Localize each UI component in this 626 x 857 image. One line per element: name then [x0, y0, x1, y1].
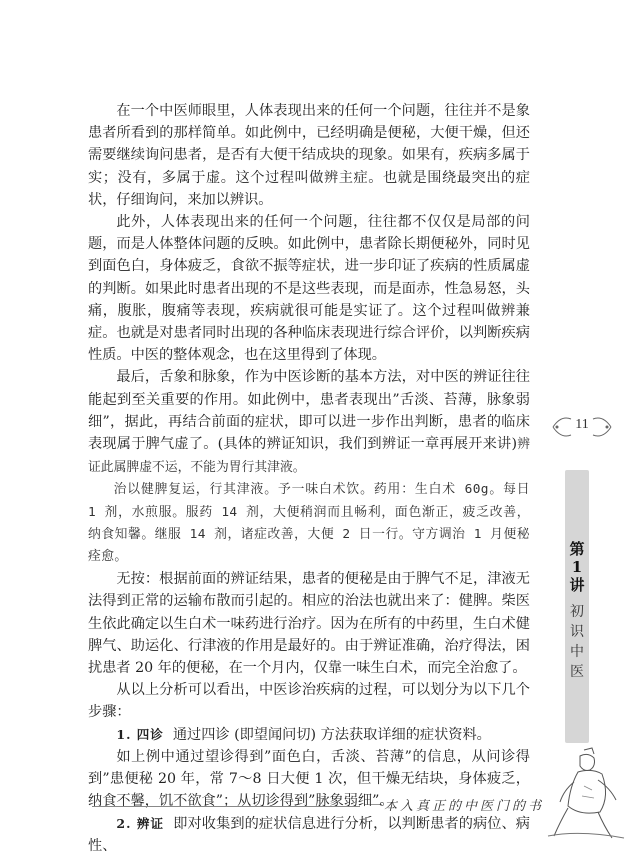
lecture-number: 第1讲 — [569, 540, 585, 594]
analysis-paragraph: 无按：根据前面的辨证结果，患者的便秘是由于脾气不足，津液无法得到正常的运输布散而引起的。相应的治法也就出来了：健脾。柴医生依此确定以生白术一味药进行治疗。因为在所有的中药里，生白术健脾气、助运化、行津液的作用是最好的。由于辨证准确，治疗得法，困扰患者 20 年的便秘，在一个月内，仅靠一味生白术，而完全治愈了。 — [88, 571, 530, 677]
paragraph-3-main: 最后，舌象和脉象，作为中医诊断的基本方法，对中医的辨证往往能起到至关重要的作用。如此例中，患者表现出”舌淡、苔薄，脉象弱细”，据此，再结合前面的症状，即可以进一步作出判断，患者的临床表现属于脾气虚了。(具体的辨证知识，我们到辨证一章再展开来讲) — [88, 369, 530, 453]
step-1-label: 1. 四诊 — [116, 726, 164, 742]
scholar-illustration-icon — [540, 746, 626, 840]
lecture-title: 初识中医 — [570, 604, 584, 680]
treatment-paragraph: 治以健脾复运，行其津液。予一味白术饮。药用：生白术 60g。每日 1 剂，水煎服。服药 14 剂，大便稍润而且畅利，面色渐正，疲乏改善，纳食知馨。继服 14 剂，诸症改善，大便 2 日一行。守方调治 1 月便秘痊愈。 — [88, 482, 530, 565]
paragraph-2: 此外，人体表现出来的任何一个问题，往往都不仅仅是局部的问题，而是人体整体问题的反映。如此例中，患者除长期便秘外，同时见到面色白，身体疲乏，食欲不振等症状，进一步印证了疾病的性质属虚的判断。如果此时患者出现的不是这些表现，而是面赤，性急易怒，头痛，腹胀，腹痛等表现，疾病就很可能是实证了。这个过程叫做辨兼症。也就是对患者同时出现的各种临床表现进行综合评价，以判断疾病性质。中医的整体观念，也在这里得到了体现。 — [88, 214, 530, 364]
page-number: 11 — [575, 417, 589, 432]
step-2-label: 2. 辨证 — [116, 815, 165, 831]
step-1-example: 如上例中通过望诊得到”面色白，舌淡、苔薄”的信息，从问诊得到”患便秘 20 年，常 7～8 日大便 1 次，但干燥无结块，身体疲乏，纳食不馨，饥不欲食”；从切诊得到”脉象弱细”。 — [88, 748, 530, 810]
paragraph-3 — [88, 366, 530, 479]
step-1-text: 通过四诊 (即望闻问切) 方法获取详细的症状资料。 — [172, 726, 491, 743]
page-number-ornament — [551, 411, 613, 443]
step-1 — [88, 724, 530, 746]
footer-rule — [92, 806, 360, 807]
footer-tagline: 一本入真正的中医门的书 — [368, 799, 545, 814]
paragraph-3-diagnosis: 辨证此属脾虚不运，不能为胃行其津液。 — [88, 437, 530, 476]
step-2 — [88, 813, 530, 857]
body-text — [88, 100, 530, 857]
step-2-text: 即对收集到的症状信息进行分析，以判断患者的病位、病性、 — [88, 815, 530, 854]
steps-intro: 从以上分析可以看出，中医诊治疾病的过程，可以划分为以下几个步骤： — [88, 682, 530, 721]
paragraph-1: 在一个中医师眼里，人体表现出来的任何一个问题，往往并不是象患者所看到的那样简单。如此例中，已经明确是便秘，大便干燥，但还需要继续询问患者，是否有大便干结成块的现象。如果有，疾病多属于实；没有，多属于虚。这个过程叫做辨主症。也就是围绕最突出的症状，仔细询问，来加以辨识。 — [88, 103, 530, 208]
